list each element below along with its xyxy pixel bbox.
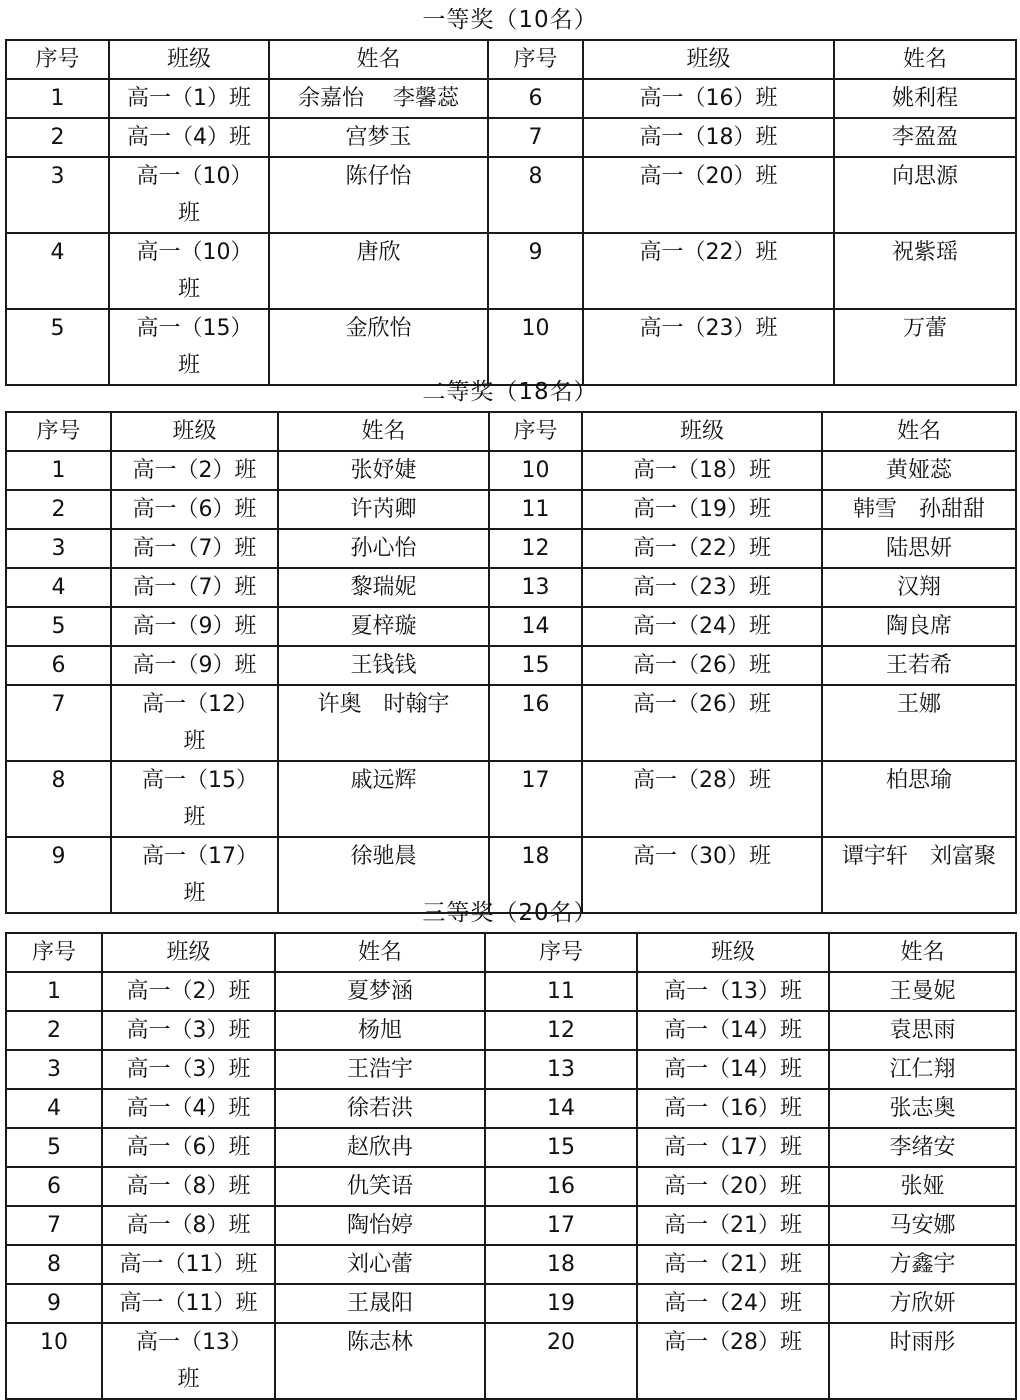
class-label: 高一（13）班 <box>136 1330 241 1392</box>
index-cell: 4 <box>6 233 109 309</box>
class-cell: 高一（3）班 <box>102 1050 275 1089</box>
header-row <box>6 40 1016 79</box>
name-cell: 王娜 <box>822 685 1016 761</box>
index-cell: 11 <box>485 972 637 1011</box>
index-cell: 7 <box>488 118 583 157</box>
index-cell: 5 <box>6 309 109 385</box>
name-cell: 谭宇轩 刘富聚 <box>822 837 1016 913</box>
name-cell: 黄娅蕊 <box>822 451 1016 490</box>
index-cell: 7 <box>6 685 111 761</box>
name-cell: 陈志林 <box>275 1323 485 1399</box>
name-cell: 王浩宇 <box>275 1050 485 1089</box>
index-cell: 2 <box>6 490 111 529</box>
class-cell: 高一（14）班 <box>637 1011 829 1050</box>
name-cell: 方鑫宇 <box>829 1245 1016 1284</box>
name-cell: 戚远辉 <box>278 761 489 837</box>
table-row <box>6 157 1016 233</box>
table-row <box>6 1011 1016 1050</box>
index-cell: 10 <box>489 451 582 490</box>
name-cell: 袁思雨 <box>829 1011 1016 1050</box>
class-cell <box>111 685 278 761</box>
class-cell: 高一（21）班 <box>637 1245 829 1284</box>
table-row <box>6 1050 1016 1089</box>
class-cell: 高一（4）班 <box>102 1089 275 1128</box>
class-cell: 高一（2）班 <box>102 972 275 1011</box>
table-row <box>6 685 1016 761</box>
name-cell: 余嘉怡 李馨蕊 <box>269 79 488 118</box>
class-cell: 高一（22）班 <box>582 529 822 568</box>
index-cell: 12 <box>485 1011 637 1050</box>
name-cell: 许奥 时翰宇 <box>278 685 489 761</box>
index-cell: 13 <box>489 568 582 607</box>
column-header: 班级 <box>111 412 278 451</box>
name-cell: 时雨彤 <box>829 1323 1016 1399</box>
column-header: 班级 <box>583 40 834 79</box>
class-cell: 高一（19）班 <box>582 490 822 529</box>
class-cell: 高一（24）班 <box>637 1284 829 1323</box>
name-cell: 徐若洪 <box>275 1089 485 1128</box>
index-cell: 14 <box>485 1089 637 1128</box>
class-cell: 高一（23）班 <box>582 568 822 607</box>
class-cell: 高一（30）班 <box>582 837 822 913</box>
table-row <box>6 529 1016 568</box>
index-cell: 17 <box>489 761 582 837</box>
table-row <box>6 309 1016 385</box>
index-cell: 18 <box>489 837 582 913</box>
index-cell: 17 <box>485 1206 637 1245</box>
index-cell: 1 <box>6 451 111 490</box>
index-cell: 3 <box>6 157 109 233</box>
class-label: 高一（12）班 <box>142 692 247 754</box>
column-header: 班级 <box>102 933 275 972</box>
index-cell: 8 <box>488 157 583 233</box>
class-cell: 高一（4）班 <box>109 118 269 157</box>
name-cell: 刘心蕾 <box>275 1245 485 1284</box>
name-cell: 姚利程 <box>834 79 1016 118</box>
index-cell: 14 <box>489 607 582 646</box>
index-cell: 1 <box>6 79 109 118</box>
class-cell: 高一（6）班 <box>111 490 278 529</box>
class-label: 高一（10）班 <box>136 164 242 226</box>
index-cell: 15 <box>485 1128 637 1167</box>
name-cell: 陆思妍 <box>822 529 1016 568</box>
name-cell: 祝紫瑶 <box>834 233 1016 309</box>
index-cell: 2 <box>6 1011 102 1050</box>
name-cell: 李盈盈 <box>834 118 1016 157</box>
index-cell: 18 <box>485 1245 637 1284</box>
name-cell: 赵欣冉 <box>275 1128 485 1167</box>
name-cell: 万蕾 <box>834 309 1016 385</box>
header-row <box>6 412 1016 451</box>
index-cell: 5 <box>6 1128 102 1167</box>
name-cell: 向思源 <box>834 157 1016 233</box>
index-cell: 5 <box>6 607 111 646</box>
index-cell: 13 <box>485 1050 637 1089</box>
class-cell: 高一（16）班 <box>637 1089 829 1128</box>
name-cell: 柏思瑜 <box>822 761 1016 837</box>
class-cell: 高一（23）班 <box>583 309 834 385</box>
first-prize-table <box>5 39 1017 386</box>
table-row <box>6 451 1016 490</box>
class-cell <box>109 233 269 309</box>
class-label: 高一（15）班 <box>142 768 247 830</box>
name-cell: 仇笑语 <box>275 1167 485 1206</box>
class-cell: 高一（7）班 <box>111 568 278 607</box>
index-cell: 9 <box>488 233 583 309</box>
column-header: 姓名 <box>834 40 1016 79</box>
class-cell: 高一（28）班 <box>637 1323 829 1399</box>
name-cell: 宫梦玉 <box>269 118 488 157</box>
index-cell: 6 <box>6 646 111 685</box>
index-cell: 10 <box>488 309 583 385</box>
name-cell: 徐驰晨 <box>278 837 489 913</box>
column-header: 序号 <box>485 933 637 972</box>
column-header: 序号 <box>489 412 582 451</box>
class-label: 高一（10）班 <box>136 240 242 302</box>
class-cell: 高一（24）班 <box>582 607 822 646</box>
name-cell: 王晟阳 <box>275 1284 485 1323</box>
class-cell: 高一（14）班 <box>637 1050 829 1089</box>
class-cell: 高一（17）班 <box>637 1128 829 1167</box>
class-cell: 高一（18）班 <box>582 451 822 490</box>
index-cell: 8 <box>6 761 111 837</box>
name-cell: 许芮卿 <box>278 490 489 529</box>
section-title-first-prize: 一等奖（10名） <box>422 7 598 33</box>
index-cell: 3 <box>6 1050 102 1089</box>
column-header: 姓名 <box>822 412 1016 451</box>
index-cell: 6 <box>6 1167 102 1206</box>
class-cell: 高一（11）班 <box>102 1245 275 1284</box>
table-row <box>6 118 1016 157</box>
third-prize-table <box>5 932 1017 1400</box>
name-cell: 张妤婕 <box>278 451 489 490</box>
class-cell: 高一（8）班 <box>102 1206 275 1245</box>
name-cell: 王曼妮 <box>829 972 1016 1011</box>
index-cell: 9 <box>6 837 111 913</box>
section-title-third-prize: 三等奖（20名） <box>422 900 598 926</box>
column-header: 序号 <box>6 40 109 79</box>
column-header: 班级 <box>109 40 269 79</box>
index-cell: 19 <box>485 1284 637 1323</box>
index-cell: 12 <box>489 529 582 568</box>
class-cell <box>109 157 269 233</box>
class-cell: 高一（8）班 <box>102 1167 275 1206</box>
index-cell: 9 <box>6 1284 102 1323</box>
class-cell <box>102 1323 275 1399</box>
name-cell: 汉翔 <box>822 568 1016 607</box>
name-cell: 韩雪 孙甜甜 <box>822 490 1016 529</box>
class-label: 高一（15）班 <box>136 316 242 378</box>
column-header: 班级 <box>637 933 829 972</box>
name-cell: 马安娜 <box>829 1206 1016 1245</box>
index-cell: 2 <box>6 118 109 157</box>
index-cell: 4 <box>6 568 111 607</box>
index-cell: 1 <box>6 972 102 1011</box>
column-header: 姓名 <box>269 40 488 79</box>
class-cell: 高一（9）班 <box>111 646 278 685</box>
name-cell: 张志奥 <box>829 1089 1016 1128</box>
class-cell: 高一（9）班 <box>111 607 278 646</box>
name-cell: 杨旭 <box>275 1011 485 1050</box>
table-row <box>6 1167 1016 1206</box>
class-cell: 高一（20）班 <box>583 157 834 233</box>
table-row <box>6 233 1016 309</box>
name-cell: 王若希 <box>822 646 1016 685</box>
table-row <box>6 1128 1016 1167</box>
name-cell: 孙心怡 <box>278 529 489 568</box>
second-prize-table <box>5 411 1017 914</box>
class-cell <box>109 309 269 385</box>
class-label: 高一（17）班 <box>142 844 247 906</box>
name-cell: 张娅 <box>829 1167 1016 1206</box>
table-row <box>6 972 1016 1011</box>
column-header: 姓名 <box>829 933 1016 972</box>
class-cell: 高一（3）班 <box>102 1011 275 1050</box>
table-row <box>6 1206 1016 1245</box>
class-cell: 高一（11）班 <box>102 1284 275 1323</box>
name-cell: 夏梦涵 <box>275 972 485 1011</box>
index-cell: 3 <box>6 529 111 568</box>
index-cell: 10 <box>6 1323 102 1399</box>
class-cell: 高一（2）班 <box>111 451 278 490</box>
table-row <box>6 1089 1016 1128</box>
name-cell: 方欣妍 <box>829 1284 1016 1323</box>
table-row <box>6 607 1016 646</box>
class-cell: 高一（18）班 <box>583 118 834 157</box>
table-row <box>6 490 1016 529</box>
class-cell <box>111 761 278 837</box>
column-header: 姓名 <box>278 412 489 451</box>
header-row <box>6 933 1016 972</box>
class-cell: 高一（7）班 <box>111 529 278 568</box>
name-cell: 金欣怡 <box>269 309 488 385</box>
name-cell: 李绪安 <box>829 1128 1016 1167</box>
class-cell: 高一（1）班 <box>109 79 269 118</box>
index-cell: 16 <box>485 1167 637 1206</box>
class-cell: 高一（6）班 <box>102 1128 275 1167</box>
name-cell: 陶怡婷 <box>275 1206 485 1245</box>
column-header: 姓名 <box>275 933 485 972</box>
column-header: 序号 <box>6 412 111 451</box>
index-cell: 4 <box>6 1089 102 1128</box>
class-cell: 高一（16）班 <box>583 79 834 118</box>
table-row <box>6 761 1016 837</box>
index-cell: 16 <box>489 685 582 761</box>
index-cell: 15 <box>489 646 582 685</box>
column-header: 班级 <box>582 412 822 451</box>
index-cell: 7 <box>6 1206 102 1245</box>
class-cell: 高一（20）班 <box>637 1167 829 1206</box>
table-row <box>6 568 1016 607</box>
table-row <box>6 646 1016 685</box>
table-row <box>6 1245 1016 1284</box>
class-cell: 高一（26）班 <box>582 646 822 685</box>
column-header: 序号 <box>6 933 102 972</box>
index-cell: 20 <box>485 1323 637 1399</box>
name-cell: 夏梓璇 <box>278 607 489 646</box>
table-row <box>6 1284 1016 1323</box>
section-title-second-prize: 二等奖（18名） <box>422 379 598 405</box>
column-header: 序号 <box>488 40 583 79</box>
table-row <box>6 79 1016 118</box>
name-cell: 黎瑞妮 <box>278 568 489 607</box>
name-cell: 陈仔怡 <box>269 157 488 233</box>
class-cell: 高一（21）班 <box>637 1206 829 1245</box>
class-cell: 高一（13）班 <box>637 972 829 1011</box>
class-cell: 高一（28）班 <box>582 761 822 837</box>
index-cell: 11 <box>489 490 582 529</box>
index-cell: 8 <box>6 1245 102 1284</box>
name-cell: 王钱钱 <box>278 646 489 685</box>
class-cell: 高一（26）班 <box>582 685 822 761</box>
name-cell: 唐欣 <box>269 233 488 309</box>
class-cell: 高一（22）班 <box>583 233 834 309</box>
name-cell: 江仁翔 <box>829 1050 1016 1089</box>
index-cell: 6 <box>488 79 583 118</box>
table-row <box>6 1323 1016 1399</box>
name-cell: 陶良席 <box>822 607 1016 646</box>
